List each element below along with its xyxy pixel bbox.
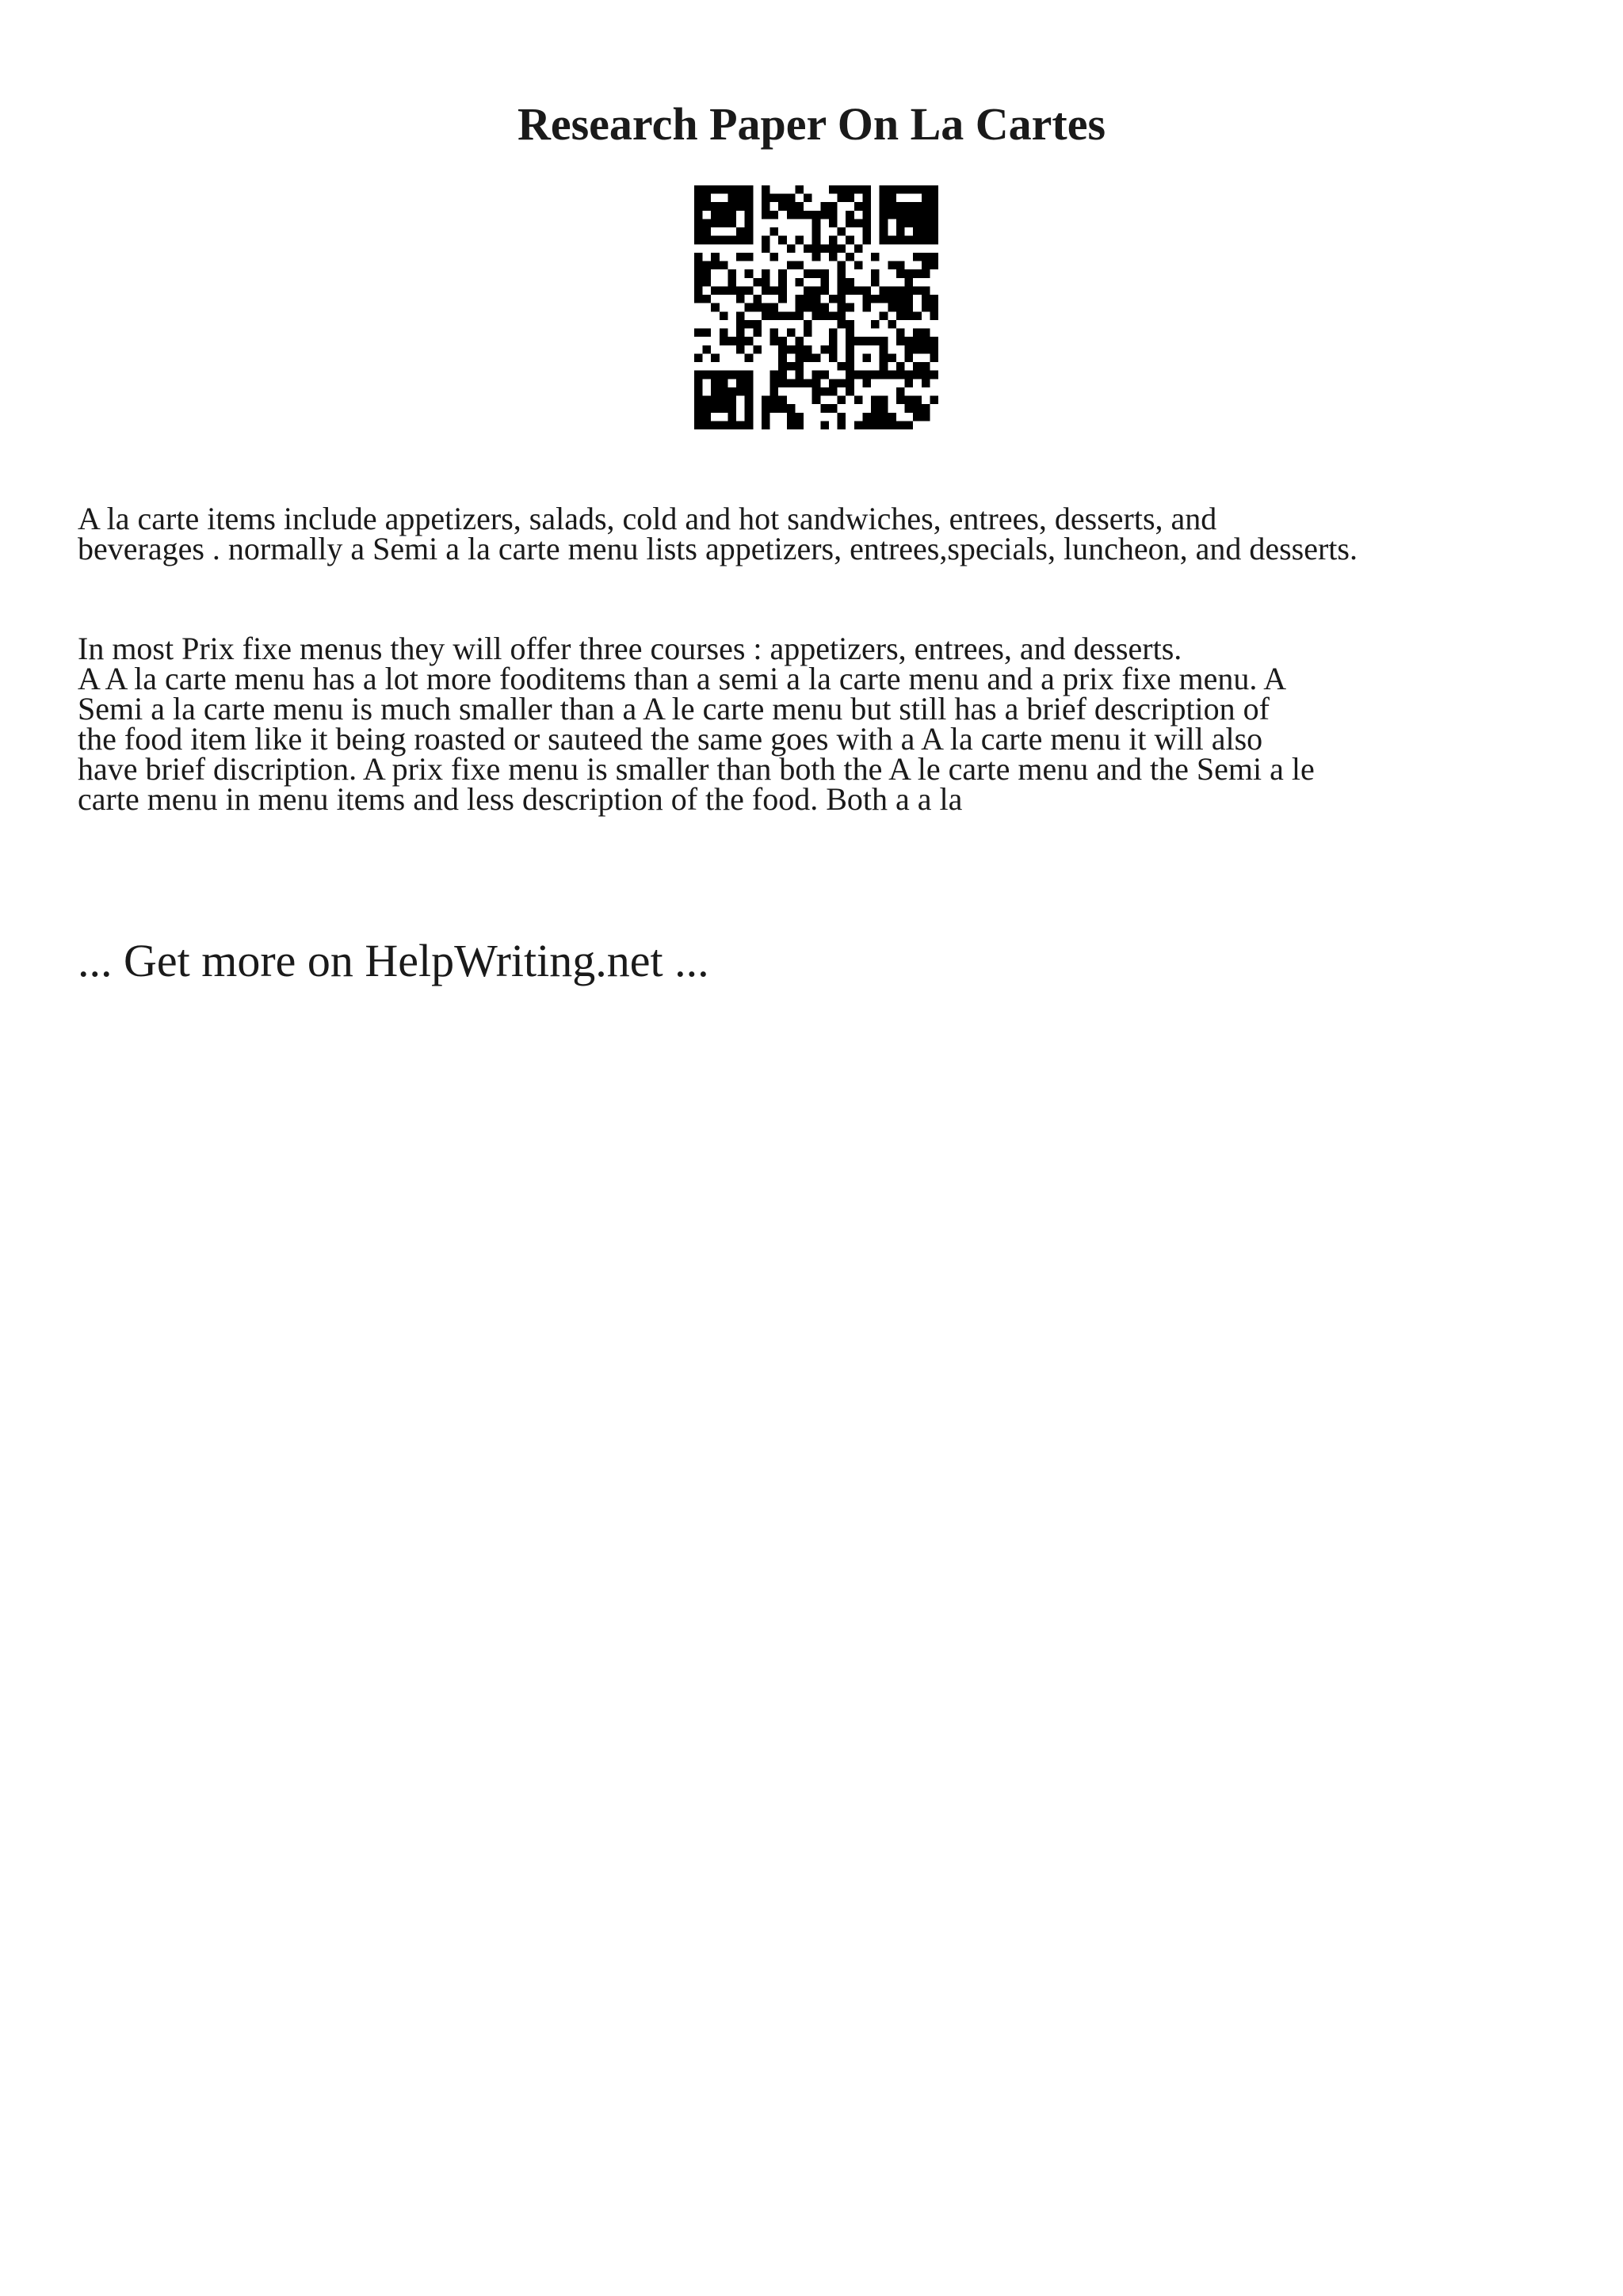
paragraph-2-line: A A la carte menu has a lot more fooditems than a semi a la carte menu and a prix fixe menu. A [78, 661, 1287, 696]
qr-code-icon [694, 185, 938, 429]
paragraph-2-line: In most Prix fixe menus they will offer three courses : appetizers, entrees, and desserts. [78, 631, 1182, 666]
paragraph-1-line: A la carte items include appetizers, salads, cold and hot sandwiches, entrees, desserts, and [78, 501, 1217, 536]
get-more-link[interactable]: ... Get more on HelpWriting.net ... [78, 935, 709, 986]
page-title: Research Paper On La Cartes [517, 98, 1106, 150]
paragraph-2-line: have brief discription. A prix fixe menu is smaller than both the A le carte menu and the Semi a le [78, 751, 1315, 787]
paragraph-2 [78, 631, 1583, 817]
paragraph-2-line: Semi a la carte menu is much smaller than a A le carte menu but still has a brief description of [78, 691, 1270, 727]
paragraph-1 [78, 501, 1583, 566]
paragraph-1-line: beverages . normally a Semi a la carte menu lists appetizers, entrees,specials, luncheon, and desserts. [78, 531, 1358, 566]
paragraph-2-line: the food item like it being roasted or sauteed the same goes with a A la carte menu it will also [78, 721, 1263, 757]
paragraph-2-line: carte menu in menu items and less description of the food. Both a a la [78, 781, 963, 817]
